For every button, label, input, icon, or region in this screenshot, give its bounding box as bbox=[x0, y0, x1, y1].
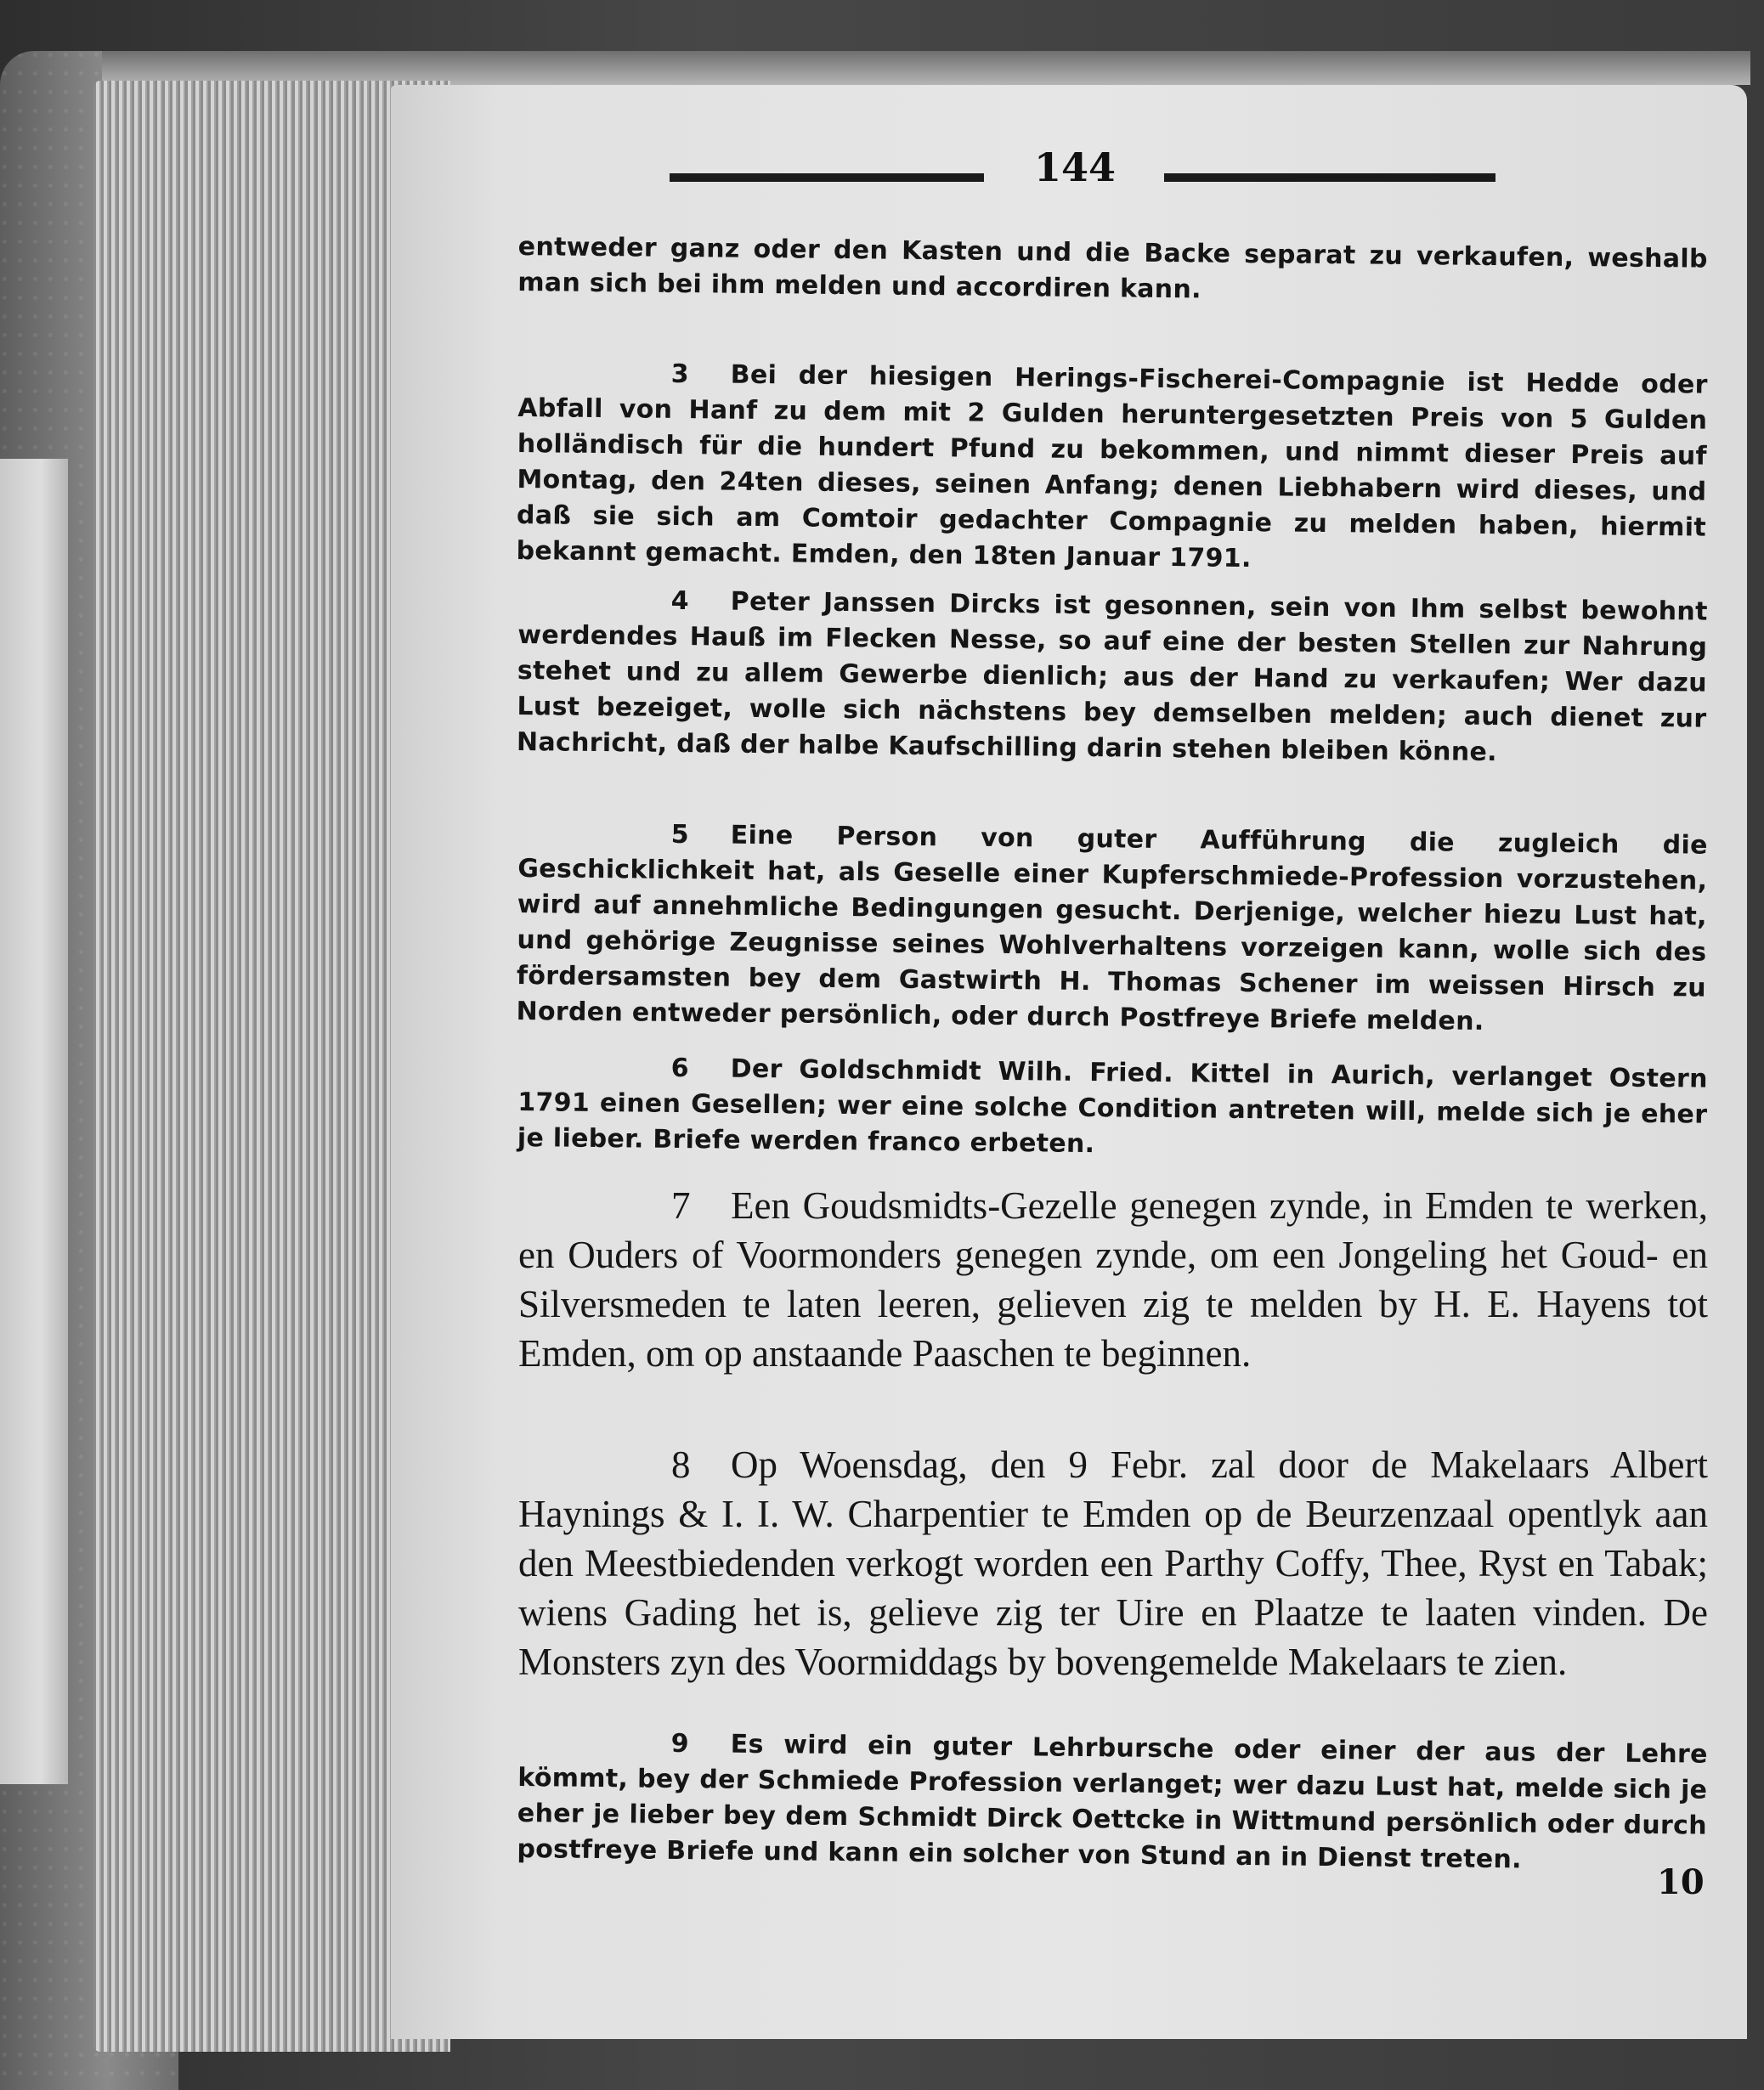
signature-mark: 10 bbox=[1657, 1862, 1705, 1902]
page-content bbox=[518, 136, 1708, 2005]
notice-8 bbox=[518, 1440, 1708, 1686]
notice-number: 5 bbox=[670, 819, 690, 850]
notice-number: 9 bbox=[670, 1728, 690, 1760]
page-header bbox=[518, 136, 1708, 212]
notice-number: 4 bbox=[670, 585, 690, 617]
notice-text: Op Woensdag, den 9 Febr. zal door de Makelaars Albert Haynings & I. I. W. Charpentier te Emden op de Beurzenzaal opentlyk aan den Meestbiedenden verkogt worden een Parthy Coffy, Thee, Ryst en Tabak; wiens Gading het is, gelieve zig ter Uire en Plaatze te laaten vinden. De Monsters zyn des Voormiddags by bovengemelde Makelaars te zien. bbox=[518, 1443, 1708, 1683]
page-number: 144 bbox=[1033, 144, 1117, 190]
notice-text: Der Goldschmidt Wilh. Fried. Kittel in Aurich, verlanget Ostern 1791 einen Gesellen; wer eine solche Condition antreten will, melde sich je eher je lieber. Briefe werden franco erbeten. bbox=[517, 1053, 1708, 1160]
notice-6 bbox=[517, 1049, 1708, 1169]
notice-number: 6 bbox=[670, 1053, 690, 1084]
page-top-edge bbox=[102, 51, 1750, 85]
notice-text: Bei der hiesigen Herings-Fischerei-Compagnie ist Hedde oder Abfall von Hanf zu dem mit 2 Gulden heruntergesetzten Preis von 5 Gulden holländisch für die hundert Pfund zu bekommen, und nimmt dieser Preis auf Montag, den 24ten dieses, seinen Anfang; denen Liebhabern wird dieses, und daß sie sich am Comtoir gedachter Compagnie zu melden haben, hiermit bekannt gemacht. Emden, den 18ten Januar 1791. bbox=[516, 359, 1708, 574]
cover-label-strip bbox=[0, 459, 68, 1784]
notice-4 bbox=[517, 582, 1708, 773]
book-page bbox=[391, 85, 1747, 2039]
notice-number: 3 bbox=[670, 359, 690, 390]
notice-text: Een Goudsmidts-Gezelle genegen zynde, in Emden te werken, en Ouders of Voormonders genegen zynde, om een Jongeling het Goud- en Silversmeden te laten leeren, gelieven zig te melden by H. E. Hayens tot Emden, om op anstaande Paaschen te beginnen. bbox=[518, 1184, 1708, 1375]
notice-9 bbox=[517, 1725, 1708, 1880]
notice-5 bbox=[516, 816, 1708, 1042]
paragraph-text: entweder ganz oder den Kasten und die Backe separat zu verkaufen, weshalb man sich bei ihm melden und accordiren kann. bbox=[517, 231, 1708, 305]
header-rule-left bbox=[670, 173, 984, 182]
notice-number: 7 bbox=[671, 1184, 691, 1227]
notice-3 bbox=[516, 355, 1708, 582]
notice-text: Es wird ein guter Lehrbursche oder einer der aus der Lehre kömmt, bey der Schmiede Profession verlanget; wer dazu Lust hat, melde sich je eher je lieber bey dem Schmidt Dirck Oettcke in Wittmund persönlich oder durch postfreye Briefe und kann ein solcher von Stund an in Dienst treten. bbox=[517, 1729, 1708, 1875]
header-rule-right bbox=[1164, 173, 1495, 182]
notice-7 bbox=[518, 1181, 1708, 1378]
notice-text: Peter Janssen Dircks ist gesonnen, sein von Ihm selbst bewohnt werdendes Hauß im Flecken Nesse, so auf eine der besten Stellen zur Nahrung stehet und zu allem Gewerbe dienlich; aus der Hand zu verkaufen; Wer dazu Lust bezeiget, wolle sich nächstens bey demselben melden; auch dienet zur Nachricht, daß der halbe Kaufschilling darin stehen bleiben könne. bbox=[516, 586, 1708, 768]
notice-number: 8 bbox=[671, 1443, 691, 1486]
notice-text: Eine Person von guter Aufführung die zugleich die Geschicklichkeit hat, als Geselle einer Kupferschmiede-Profession vorzustehen, wird auf annehmliche Bedingungen gesucht. Derjenige, welcher hiezu Lust hat, und gehörige Zeugnisse seines Wohlverhaltens vorzeigen kann, wolle sich des fördersamsten bey dem Gastwirth H. Thomas Schener im weissen Hirsch zu Norden entweder persönlich, oder durch Postfreye Briefe melden. bbox=[516, 820, 1708, 1037]
paragraph-continuation bbox=[517, 229, 1708, 314]
